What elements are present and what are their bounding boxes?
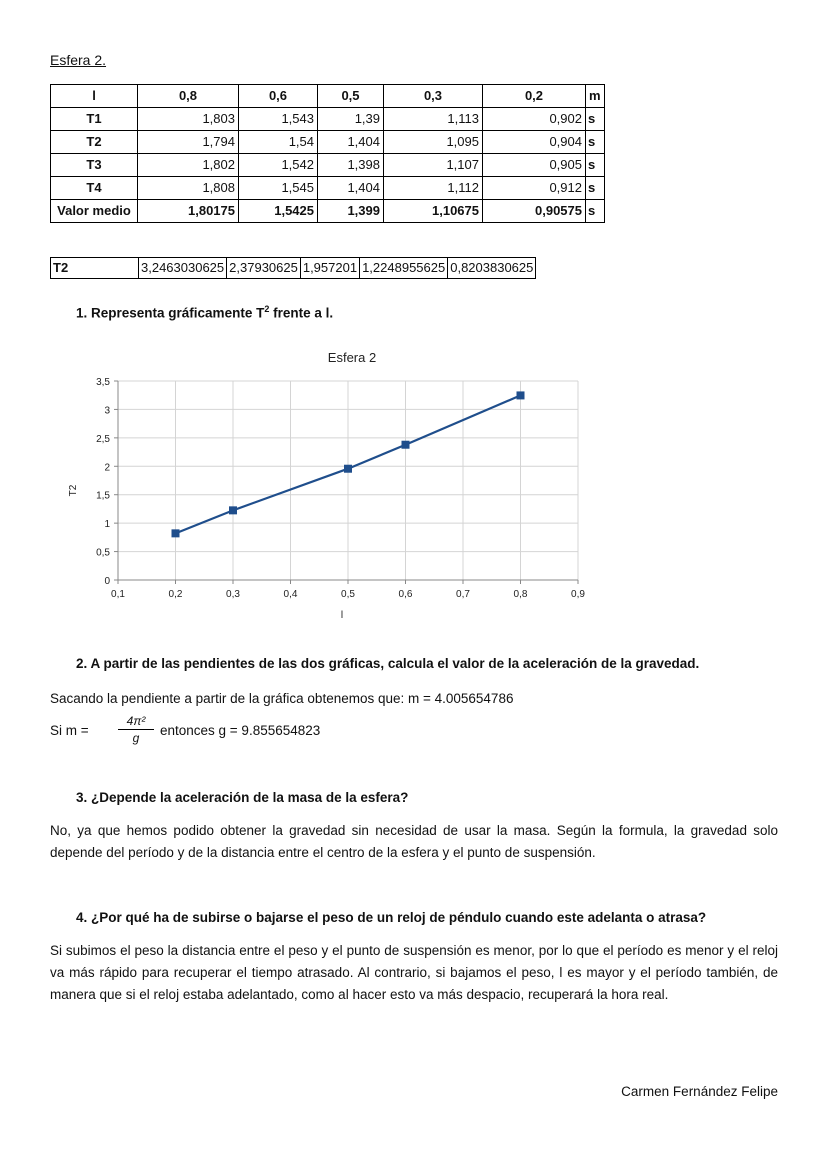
table-cell: 1,545	[239, 177, 318, 200]
table-cell: 2,37930625	[227, 258, 301, 279]
measurements-table	[50, 84, 605, 223]
table-cell: 0,912	[483, 177, 586, 200]
table-cell: 1,404	[318, 177, 384, 200]
y-tick-label: 1	[104, 519, 110, 531]
table-cell: 1,10675	[384, 200, 483, 223]
table-header-cell: 0,8	[138, 85, 239, 108]
table-cell: 1,399	[318, 200, 384, 223]
data-point	[344, 465, 352, 473]
unit-cell: s	[586, 131, 605, 154]
table-cell: 1,542	[239, 154, 318, 177]
row-label: T3	[51, 154, 138, 177]
x-tick-label: 0,2	[168, 589, 183, 600]
data-point	[229, 506, 237, 514]
t2-vs-l-chart	[60, 340, 600, 630]
table-row	[51, 177, 605, 200]
question-1	[76, 304, 333, 321]
x-tick-label: 0,7	[456, 589, 470, 600]
table-cell: 1,803	[138, 108, 239, 131]
table-cell: 1,80175	[138, 200, 239, 223]
table-header-cell: 0,2	[483, 85, 586, 108]
y-axis-label: T2	[68, 484, 79, 497]
row-label: Valor medio	[51, 200, 138, 223]
row-label: T2	[51, 131, 138, 154]
answer-2-result: entonces g = 9.855654823	[160, 723, 321, 738]
table-cell: 1,398	[318, 154, 384, 177]
question-1-text: 1. Representa gráficamente T	[76, 305, 265, 321]
table-cell: 1,112	[384, 177, 483, 200]
x-tick-label: 0,1	[111, 589, 125, 600]
table-header-cell: l	[51, 85, 138, 108]
answer-2-slope: Sacando la pendiente a partir de la gráfica obtenemos que: m = 4.005654786	[50, 691, 514, 706]
y-tick-label: 0,5	[96, 547, 110, 559]
table-cell: 0,902	[483, 108, 586, 131]
table-cell: 1,54	[239, 131, 318, 154]
table-cell: 1,802	[138, 154, 239, 177]
row-label: T1	[51, 108, 138, 131]
question-3: 3. ¿Depende la aceleración de la masa de la esfera?	[76, 790, 409, 805]
table-cell: 1,107	[384, 154, 483, 177]
table-header-cell: 0,5	[318, 85, 384, 108]
y-tick-label: 1,5	[96, 490, 110, 502]
table-cell: 1,113	[384, 108, 483, 131]
row-label: T4	[51, 177, 138, 200]
x-tick-label: 0,8	[513, 589, 528, 600]
question-2: 2. A partir de las pendientes de las dos gráficas, calcula el valor de la aceleración de la gravedad.	[76, 656, 700, 671]
answer-3: No, ya que hemos podido obtener la gravedad sin necesidad de usar la masa. Según la formula, la gravedad solo depende del período y de la distancia entre el centro de la esfera y el punto de suspensión.	[50, 823, 778, 860]
table-cell: 0,905	[483, 154, 586, 177]
chart-title: Esfera 2	[327, 350, 377, 365]
fraction-denominator: g	[132, 731, 140, 745]
table-cell: 1,543	[239, 108, 318, 131]
unit-cell: s	[586, 154, 605, 177]
table-cell: 0,904	[483, 131, 586, 154]
t2-table	[50, 257, 536, 279]
table-cell: 1,5425	[239, 200, 318, 223]
table-cell: 1,2248955625	[360, 258, 448, 279]
y-tick-label: 2,5	[96, 433, 110, 445]
table-header-cell: 0,3	[384, 85, 483, 108]
chart-grid	[118, 381, 578, 580]
table-row-average	[51, 200, 605, 223]
question-1-tail: frente a l.	[269, 305, 334, 321]
table-row	[51, 154, 605, 177]
y-tick-label: 3	[104, 405, 110, 417]
data-point	[172, 529, 180, 537]
x-tick-label: 0,6	[398, 589, 413, 600]
y-tick-label: 3,5	[96, 377, 110, 388]
table-row	[51, 258, 536, 279]
table-cell: 1,404	[318, 131, 384, 154]
x-tick-label: 0,3	[226, 589, 240, 600]
question-4: 4. ¿Por qué ha de subirse o bajarse el peso de un reloj de péndulo cuando este adelanta o atrasa?	[76, 910, 707, 925]
table-header-row	[51, 85, 605, 108]
data-point	[517, 391, 525, 399]
answer-2-si: Si m =	[50, 723, 89, 738]
table-header-cell: 0,6	[239, 85, 318, 108]
data-point	[402, 441, 410, 449]
x-tick-label: 0,5	[341, 589, 355, 600]
formula-fraction	[118, 714, 154, 745]
unit-cell: s	[586, 177, 605, 200]
fraction-numerator: 4π²	[118, 714, 154, 730]
table-cell: 1,095	[384, 131, 483, 154]
table-cell: 1,808	[138, 177, 239, 200]
x-axis-label: l	[340, 610, 344, 621]
chart-ticks	[96, 377, 585, 600]
unit-cell: s	[586, 108, 605, 131]
superscript: 2	[264, 304, 270, 314]
table-header-cell: m	[586, 85, 605, 108]
table-cell: 0,90575	[483, 200, 586, 223]
row-label: T2	[51, 258, 139, 279]
table-row	[51, 131, 605, 154]
table-cell: 1,794	[138, 131, 239, 154]
table-cell: 1,957201	[300, 258, 359, 279]
table-cell: 1,39	[318, 108, 384, 131]
unit-cell: s	[586, 200, 605, 223]
table-cell: 0,8203830625	[448, 258, 536, 279]
y-tick-label: 0	[104, 576, 110, 587]
x-tick-label: 0,9	[571, 589, 585, 600]
table-cell: 3,2463030625	[139, 258, 227, 279]
table-row	[51, 108, 605, 131]
x-tick-label: 0,4	[283, 589, 298, 600]
author-signature: Carmen Fernández Felipe	[621, 1084, 778, 1099]
page-heading: Esfera 2.	[50, 52, 107, 68]
answer-4: Si subimos el peso la distancia entre el peso y el punto de suspensión es menor, por lo que el período es menor y el reloj va más rápido para recuperar el tiempo atrasado. Al contrario, si bajamos el peso, l es mayor y el período también, de manera que si el reloj estaba adelantado, como al hacer esto va más despacio, recuperará la hora real.	[50, 943, 778, 1002]
y-tick-label: 2	[104, 462, 110, 474]
